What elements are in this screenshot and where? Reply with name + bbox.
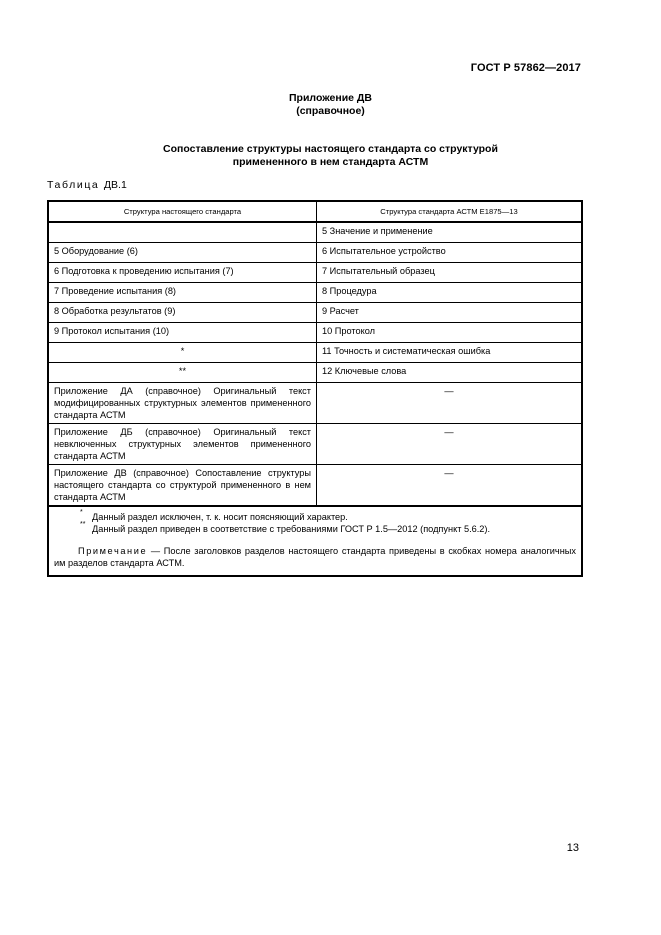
table-cell-left: *: [48, 343, 317, 363]
appendix-title-line1: Приложение ДВ: [289, 92, 372, 104]
table-cell-left: 6 Подготовка к проведению испытания (7): [48, 263, 317, 283]
table-row: [48, 323, 582, 343]
column-header-astm-standard: Структура стандарта АСТМ E1875—13: [317, 201, 583, 222]
appendix-title-line2: (справочное): [296, 105, 365, 117]
note-label: Примечание: [78, 546, 148, 556]
table-row: [48, 465, 582, 507]
table-label: [47, 179, 127, 191]
table-row: [48, 243, 582, 263]
table-row: [48, 343, 582, 363]
table-cell-right: —: [317, 383, 583, 424]
table-cell-left: 8 Обработка результатов (9): [48, 303, 317, 323]
table-cell-right: 6 Испытательное устройство: [317, 243, 583, 263]
table-label-number: ДВ.1: [103, 179, 127, 191]
column-header-this-standard: Структура настоящего стандарта: [48, 201, 317, 222]
table-cell-left: 9 Протокол испытания (10): [48, 323, 317, 343]
table-label-word: Таблица: [47, 179, 100, 191]
footnote: [54, 511, 576, 523]
table-header-row: [48, 201, 582, 222]
document-id: ГОСТ Р 57862—2017: [470, 62, 581, 74]
table-footer-row: [48, 506, 582, 576]
footnote-text: Данный раздел приведен в соответствие с требованиями ГОСТ Р 1.5—2012 (подпункт 5.6.2).: [92, 524, 491, 534]
table-row: [48, 383, 582, 424]
table-row: [48, 424, 582, 465]
table-cell-left: 5 Оборудование (6): [48, 243, 317, 263]
table-cell-left: **: [48, 363, 317, 383]
section-title: [0, 143, 661, 169]
table-row: [48, 222, 582, 243]
table-cell-right: —: [317, 465, 583, 507]
table-cell-right: 12 Ключевые слова: [317, 363, 583, 383]
table-note: [54, 545, 576, 569]
table-cell-right: —: [317, 424, 583, 465]
table-cell-left: [48, 222, 317, 243]
page-number: 13: [566, 842, 579, 854]
table-cell-right: 11 Точность и систематическая ошибка: [317, 343, 583, 363]
section-title-line1: Сопоставление структуры настоящего стандарта со структурой: [163, 143, 498, 155]
table-cell-left: Приложение ДА (справочное) Оригинальный текст модифицированных структурных элементов примененного стандарта АСТМ: [48, 383, 317, 424]
table-row: [48, 283, 582, 303]
footnote-mark: *: [80, 509, 83, 516]
footnote: [54, 523, 576, 535]
section-title-line2: примененного в нем стандарта АСТМ: [232, 156, 429, 168]
table-cell-right: 5 Значение и применение: [317, 222, 583, 243]
table-cell-left: Приложение ДБ (справочное) Оригинальный текст невключенных структурных элементов примененного стандарта АСТМ: [48, 424, 317, 465]
table-cell-right: 10 Протокол: [317, 323, 583, 343]
structure-comparison-table: [47, 200, 583, 577]
table-row: [48, 363, 582, 383]
table-cell-left: Приложение ДВ (справочное) Сопоставление структуры настоящего стандарта со структурой примененного в нем стандарта АСТМ: [48, 465, 317, 507]
table-row: [48, 303, 582, 323]
footnote-mark: **: [80, 521, 86, 528]
table-cell-right: 9 Расчет: [317, 303, 583, 323]
table-cell-left: 7 Проведение испытания (8): [48, 283, 317, 303]
table-row: [48, 263, 582, 283]
table-cell-right: 8 Процедура: [317, 283, 583, 303]
table-footnotes: [48, 506, 582, 576]
appendix-title: [0, 92, 661, 118]
note-text: — После заголовков разделов настоящего стандарта приведены в скобках номера аналогичных им разделов стандарта АСТМ.: [54, 546, 576, 568]
footnote-text: Данный раздел исключен, т. к. носит поясняющий характер.: [92, 512, 348, 522]
table-cell-right: 7 Испытательный образец: [317, 263, 583, 283]
